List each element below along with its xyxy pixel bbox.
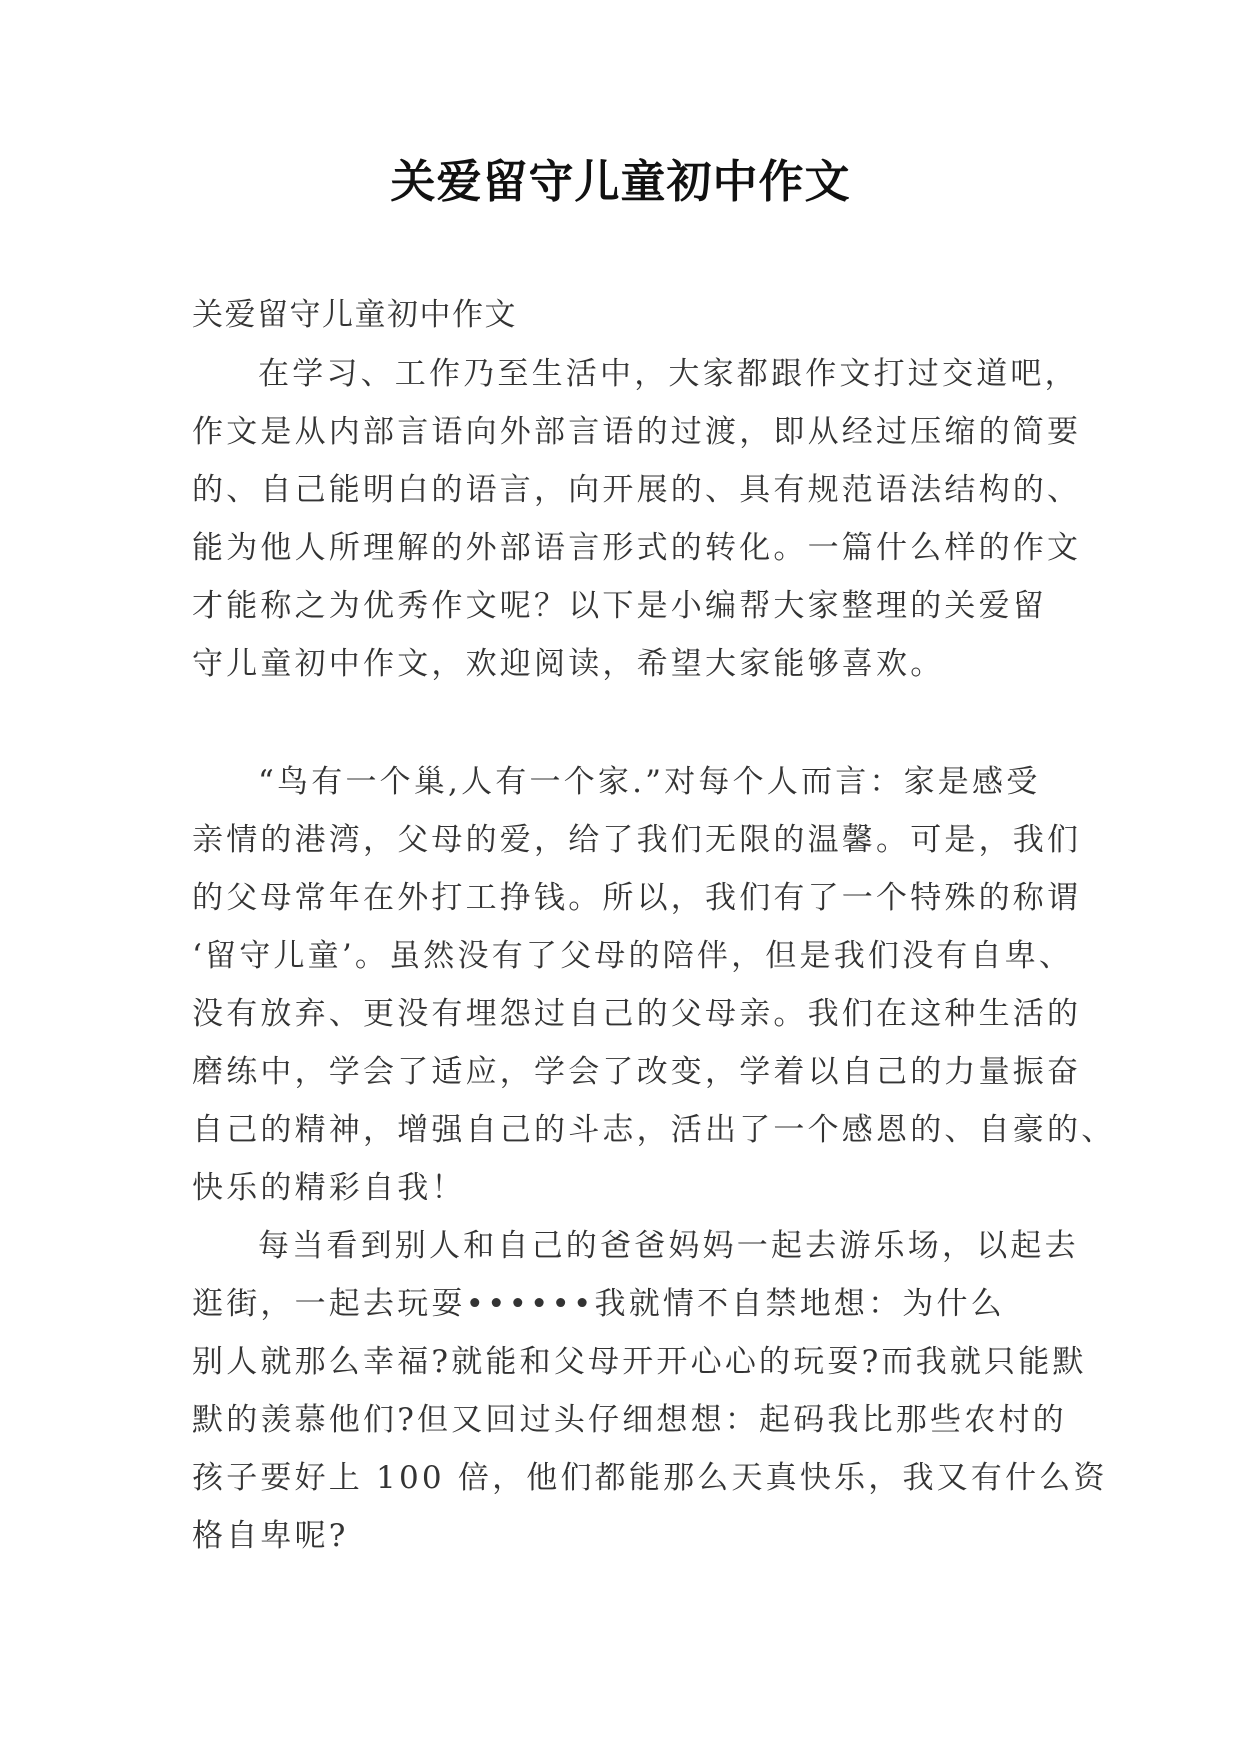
paragraph-line: 磨练中，学会了适应，学会了改变，学着以自己的力量振奋 xyxy=(192,1054,1082,1090)
paragraph-line: 快乐的精彩自我！ xyxy=(192,1170,466,1206)
paragraph-home xyxy=(192,753,1116,1217)
paragraph-line: 格自卑呢? xyxy=(192,1518,349,1554)
paragraph-line: 没有放弃、更没有埋怨过自己的父母亲。我们在这种生活的 xyxy=(192,996,1082,1032)
paragraph-line: 守儿童初中作文，欢迎阅读，希望大家能够喜欢。 xyxy=(192,646,945,682)
paragraph-line: 别人就那么幸福?就能和父母开开心心的玩耍?而我就只能默 xyxy=(192,1344,1087,1380)
paragraph-intro xyxy=(192,345,1082,693)
paragraph-line: ‘留守儿童’。虽然没有了父母的陪伴，但是我们没有自卑、 xyxy=(192,938,1074,974)
paragraph-line: 在学习、工作乃至生活中，大家都跟作文打过交道吧， xyxy=(258,356,1079,392)
paragraph-line: 的父母常年在外打工挣钱。所以，我们有了一个特殊的称谓 xyxy=(192,880,1082,916)
paragraph-spacer xyxy=(192,693,1072,753)
document-title: 关爱留守儿童初中作文 xyxy=(390,155,851,208)
paragraph-line: 能为他人所理解的外部语言形式的转化。一篇什么样的作文 xyxy=(192,530,1082,566)
document-subtitle: 关爱留守儿童初中作文 xyxy=(192,297,517,333)
paragraph-line: 的、自己能明白的语言，向开展的、具有规范语法结构的、 xyxy=(192,472,1082,508)
paragraph-envy xyxy=(192,1217,1108,1565)
paragraph-line: 逛街，一起去玩耍••••••我就情不自禁地想：为什么 xyxy=(192,1286,1005,1322)
paragraph-line: 作文是从内部言语向外部言语的过渡，即从经过压缩的简要 xyxy=(192,414,1082,450)
document-body xyxy=(192,294,1116,1565)
paragraph-line: “鸟有一个巢,人有一个家.”对每个人而言：家是感受 xyxy=(258,764,1041,800)
paragraph-line: 亲情的港湾，父母的爱，给了我们无限的温馨。可是，我们 xyxy=(192,822,1082,858)
paragraph-line: 才能称之为优秀作文呢？以下是小编帮大家整理的关爱留 xyxy=(192,588,1047,624)
paragraph-line: 自己的精神，增强自己的斗志，活出了一个感恩的、自豪的、 xyxy=(192,1112,1116,1148)
paragraph-line: 默的羡慕他们?但又回过头仔细想想：起码我比那些农村的 xyxy=(192,1402,1067,1438)
paragraph-line: 孩子要好上 100 倍，他们都能那么天真快乐，我又有什么资 xyxy=(192,1460,1108,1496)
paragraph-line: 每当看到别人和自己的爸爸妈妈一起去游乐场，以起去 xyxy=(258,1228,1079,1264)
